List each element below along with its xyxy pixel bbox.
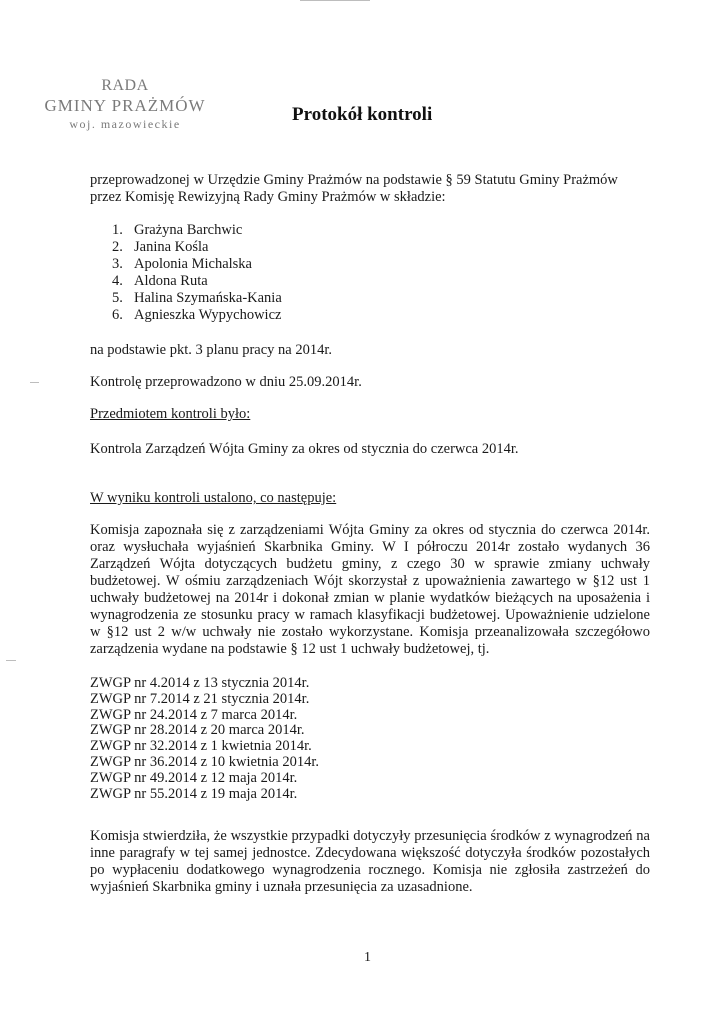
list-item [112, 256, 282, 273]
order-item: ZWGP nr 4.2014 z 13 stycznia 2014r. [90, 675, 310, 691]
findings-heading: W wyniku kontroli ustalono, co następuje: [90, 490, 337, 506]
basis-line: na podstawie pkt. 3 planu pracy na 2014r. [90, 342, 333, 358]
scan-artifact-top [300, 0, 370, 1]
list-item [112, 273, 282, 290]
list-item-name: Halina Szymańska-Kania [134, 290, 282, 306]
order-item: ZWGP nr 7.2014 z 21 stycznia 2014r. [90, 690, 310, 707]
list-item-number: 6. [112, 307, 123, 323]
scan-artifact-left-1 [30, 382, 39, 383]
list-item-number: 1. [112, 222, 123, 238]
list-item [112, 222, 282, 239]
list-item-name: Janina Kośla [134, 239, 209, 255]
list-item-name: Apolonia Michalska [134, 256, 252, 272]
order-item: ZWGP nr 55.2014 z 19 maja 2014r. [90, 785, 298, 802]
list-item-name: Grażyna Barchwic [134, 222, 243, 238]
order-item: ZWGP nr 24.2014 z 7 marca 2014r. [90, 706, 298, 723]
list-item-number: 5. [112, 290, 123, 306]
list-item [112, 307, 282, 324]
subject-text: Kontrola Zarządzeń Wójta Gminy za okres od stycznia do czerwca 2014r. [90, 441, 519, 457]
list-item-number: 3. [112, 256, 123, 272]
findings-paragraph: Komisja zapoznała się z zarządzeniami Wójta Gminy za okres od stycznia do czerwca 2014r. oraz wysłuchała wyjaśnień Skarbnika Gminy. W I półroczu 2014r zostało wydanych 36 Zarządzeń Wójta dotyczących budżetu gminy, z czego 30 w sprawie zmiany uchwały budżetowej. W ośmiu zarządzeniach Wójt skorzystał z upoważnienia zawartego w §12 ust 1 uchwały budżetowej na 2014r i dokonał zmian w planie wydatków bieżących na uposażenia i wynagrodzenia ze stosunku pracy w ramach klasyfikacji budżetowej. Upoważnienie udzielone w §12 ust 2 w/w uchwały nie zostało wykorzystane. Komisja przeanalizowała szczegółowo zarządzenia wydane na podstawie § 12 ust 1 uchwały budżetowej, tj. [90, 522, 650, 657]
list-item [112, 290, 282, 307]
stamp-line-3: woj. mazowieckie [69, 117, 181, 131]
list-item-name: Aldona Ruta [134, 273, 208, 289]
order-item: ZWGP nr 49.2014 z 12 maja 2014r. [90, 769, 298, 786]
document-title: Protokół kontroli [292, 104, 433, 125]
conclusion-paragraph: Komisja stwierdziła, że wszystkie przypadki dotyczyły przesunięcia środków z wynagrodzeń na inne paragrafy w tej samej jednostce. Zdecydowana większość dotyczyła środków pozostałych po wypłaceniu dodatkowego wynagrodzenia rocznego. Komisja nie zgłosiła zastrzeżeń do wyjaśnień Skarbnika gminy i uznała przesunięcia za uzasadnione. [90, 828, 650, 895]
intro [90, 172, 650, 206]
orders-list [90, 676, 319, 802]
members-list [112, 222, 282, 324]
page-number: 1 [364, 950, 371, 965]
list-item-number: 2. [112, 239, 123, 255]
order-item: ZWGP nr 28.2014 z 20 marca 2014r. [90, 722, 305, 739]
order-item: ZWGP nr 36.2014 z 10 kwietnia 2014r. [90, 753, 320, 770]
intro-line-1: przeprowadzonej w Urzędzie Gminy Prażmów na podstawie § 59 Statutu Gminy Prażmów [90, 172, 618, 188]
stamp-line-1: RADA [101, 77, 149, 94]
subject-heading: Przedmiotem kontroli było: [90, 406, 251, 422]
council-stamp [40, 78, 210, 130]
control-date-line: Kontrolę przeprowadzono w dniu 25.09.2014r. [90, 374, 362, 390]
list-item [112, 239, 282, 256]
list-item-number: 4. [112, 273, 123, 289]
order-item: ZWGP nr 32.2014 z 1 kwietnia 2014r. [90, 738, 312, 755]
intro-line-2: przez Komisję Rewizyjną Rady Gminy Prażmów w składzie: [90, 189, 446, 205]
scan-artifact-left-2 [6, 660, 16, 661]
stamp-line-2: GMINY PRAŻMÓW [44, 96, 206, 115]
list-item-name: Agnieszka Wypychowicz [134, 307, 282, 323]
